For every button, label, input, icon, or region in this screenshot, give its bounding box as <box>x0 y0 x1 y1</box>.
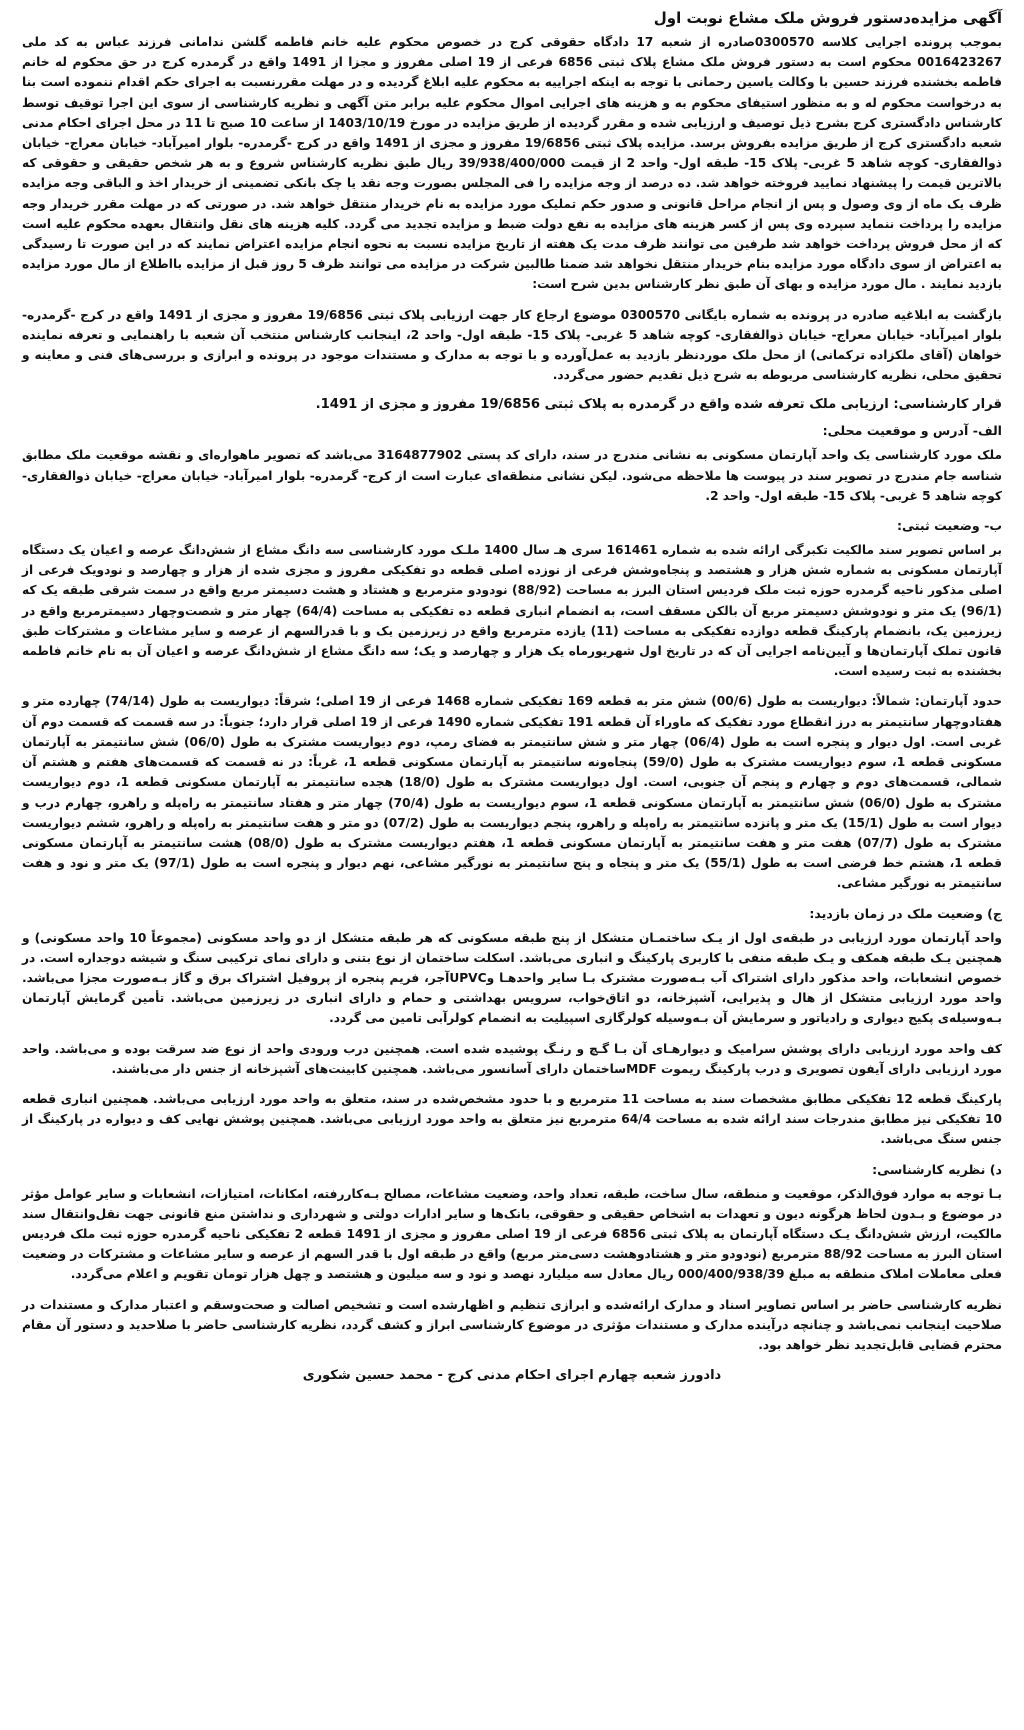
section-a-title: الف- آدرس و موقعیت محلی: <box>822 423 1002 439</box>
section-b-title: ب- وضعیت ثبتی: <box>896 518 1002 534</box>
section-c-text-2: کف واحد مورد ارزیابی دارای پوشش سرامیک و دیوارهـای آن بـا گـچ و رنـگ پوشیده شده است. همچنین درب ورودی واحد از نوع ضد سرقت بوده و می‌باشد. واحد مورد ارزیابی دارای آیفون تصویری و درب پارکینگ ریموت MDFساختمان دارای آسانسور می‌باشد. همچنین کابینت‌های آشپزخانه از جنس دار می‌باشند. <box>22 1041 1002 1076</box>
section-c-text-3: پارکینگ قطعه 12 تفکیکی مطابق مشخصات سند به مساحت 11 مترمربع و با حدود مشخص‌شده در سند، متعلق به واحد مورد ارزیابی می‌باشد. همچنین انباری قطعه 10 تفکیکی نیز مطابق مندرجات سند ارائه شده به مساحت 64/4 مترمربع نیز متعلق به واحد مورد ارزیابی می‌باشد. همچنین پوشش نهایی کف و دیواره در پارکینگ از جنس سنگ می‌باشد. <box>22 1091 1003 1147</box>
section-d-title: د) نظریه کارشناسی: <box>872 1161 1002 1177</box>
section-b-text: بر اساس تصویر سند مالکیت تکبرگی ارائه شده به شماره 161461 سری هـ سال 1400 ملـک مورد کارشناسی سه دانگ مشاع از شش‌دانگ عرصه و اعیان یک دستگاه آپارتمان مسکونی به شماره شش هزار و هشتصد و پنجاه‌وشش فرعی از نوزده اصلی قطعه دو تفکیکی مفروز و مجزی شده از هزار و چهارصد و نودویک فرعی از اصلی مذکور ناحیه گرمدره حوزه ثبت ملک فردیس استان البرز به مساحت (88/92) نودودو مترمربع و هشتاد و هشت دسیمتر مربع واقع در سمت شرقی طبقه یک که (96/1) یک متر و نودوشش دسیمتر مربع آن بالکن مسقف است، به انضمام انباری قطعه ده تفکیکی به مساحت (64/4) چهار متر و شصت‌وچهار دسیمترمربع واقع در زیرزمین یک، بانضمام پارکینگ قطعه دوازده تفکیکی به مساحت (11) یازده مترمربع واقع در زیرزمین یک و با قدرالسهم از عرصه و سایر مشاعات و مشترکات طبق قانون تملک آپارتمان‌ها و آیین‌نامه اجرایی آن که در تاریخ اول شهریورماه یک هزار و چهارصد و یک؛ سه دانگ مشاع از شش‌دانگ عرصه و اعیان آن به نام خانم فاطمه بخشنده به ثبت رسیده است. <box>22 543 1003 679</box>
signature: دادورز شعبه چهارم اجرای احکام مدنی کرج - محمد حسین شکوری <box>302 1368 722 1384</box>
section-c-title: ج) وضعیت ملک در زمان بازدید: <box>809 905 1002 921</box>
section-a-text: ملک مورد کارشناسی یک واحد آپارتمان مسکونی به نشانی مندرج در سند، دارای کد پستی 3164877902 می‌باشد که تصویر ماهواره‌ای و نقشه موقعیت ملک مطابق شناسه جام مندرج در تصویر سند در پیوست ها ملاحظه می‌شود. لیکن نشانی منطقه‌ای عبارت است از کرج- گرمدره- بلوار امیرآباد- خیابان معراج- خیابان ذوالفقاری- کوچه شاهد 5 غربی- پلاک 15- طبقه اول- واحد 2. <box>22 448 1002 503</box>
notice-intro: بموجب پرونده اجرایی کلاسه 0300570صادره از شعبه 17 دادگاه حقوقی کرج در خصوص محکوم علیه خانم فاطمه گلشن ندامانی فرزند عباس به کد ملی 0016423267 محکوم است به دستور فروش ملک مشاع پلاک ثبتی 6856 فرعی از 19 اصلی مفروز و مجزا از 1491 واقع در گرمدره کرج در حق محکوم له خانم فاطمه بخشنده فرزند حسین با وکالت یاسین رحمانی با توجه به اینکه اجراییه به محکوم علیه ابلاغ گردیده و در مهلت مقررنسبت به اجرای حکم اقدام ننموده است بنا به درخواست محکوم له و به منظور استیفای محکوم به و هزینه های اجرایی اموال محکوم علیه برابر متن آگهی و نظریه کارشناسی از سوی این اجرا توقیف توسط کارشناس دادگستری کرج بشرح ذیل توصیف و ارزیابی شده و مقرر گردیده از طریق مزایده در مورخ 1403/10/19 از ساعت 10 صبح تا 11 در محل اجرای احکام مدنی شعبه دادگستری کرج از طریق مزایده بفروش برسد. مزایده پلاک ثبتی 19/6856 مفروز و مجزی از 1491 واقع در کرج -گرمدره- بلوار امیرآباد- خیابان معراج- خیابان ذوالفقاری- کوچه شاهد 5 غربی- پلاک 15- طبقه اول- واحد 2 از قیمت 39/938/400/000 ریال طبق نظریه کارشناس شروع و به هر شخص حقیقی و حقوقی که بالاترین قیمت را پیشنهاد نمایید فروخته خواهد شد. ده درصد از وجه مزایده را فی المجلس بصورت وجه نقد یا چک بانکی تضمینی از خریدار اخذ و الباقی وجه مزایده ظرف یک ماه از وی وصول و پس از انجام مراحل قانونی و صدور حکم تملیک مورد مزایده به نام خریدار منتقل خواهد شد. در صورتی که در مهلت مقرر خریدار وجه مزایده را پرداخت ننماید سپرده وی پس از کسر هزینه های مزایده به نفع دولت ضبط و مزایده تجدید می گردد. کلیه هزینه های نقل وانتقال بعهده محکوم علیه است که از محل فروش پرداخت خواهد شد طرفین می توانند ظرف مدت یک هفته از تاریخ مزایده نسبت به نحوه انجام مزایده اعتراض نمایند که در این صورت تا رسیدگی به اعتراض از سوی دادگاه مورد مزایده بنام خریدار منتقل نخواهد شد ضمنا طالبین شرکت در مزایده می توانند ظرف 5 روز قبل از مزایده بااطلاع از مال مورد مزایده بازدید نمایند . مال مورد مزایده و بهای آن طبق نظر کارشناس بدین شرح است: <box>22 35 1003 292</box>
closing-text: نظریه کارشناسی حاضر بر اساس تصاویر اسناد و مدارک ارائه‌شده و ابرازی تنظیم و اظهارشده است و تشخیص اصالت و صحت‌وسقم و اعتبار مدارک و مستندات در صلاحیت اینجانب نمی‌باشد و چنانچه درآینده مدارک و مستندات مؤثری در موضوع کارشناسی ابراز و کشف گردد، نظریه کارشناسی حاضر با صلاحدید و دستور آن مقام محترم قضایی قابل‌تجدید نظر خواهد بود. <box>22 1297 1002 1352</box>
section-d-text: بـا توجه به موارد فوق‌الذکر، موقعیت و منطقه، سال ساخت، طبقه، تعداد واحد، وضعیت مشاعات، مصالح بـه‌کاررفته، امکانات، امتیازات، انشعابات و سایر عوامل مؤثر در موضوع و بـدون لحاظ هرگونه دیون و تعهدات به اشخاص حقیقی و حقوقی، بانک‌ها و سایر ادارات دولتی و شهرداری و نداشتن منع قانونی جهت نقل‌وانتقال سند مالکیت، ارزش شش‌دانگ یـک دستگاه آپارتمان به پلاک ثبتی 6856 فرعی از 19 اصلی مفروز و مجزی از 1491 قطعه 2 تفکیکی ناحیه گرمدره حوزه ثبت ملک فردیس استان البرز به مساحت 88/92 مترمربع (نودودو متر و هشتادوهشت دسی‌متر مربع) واقع در طبقه اول با قدر السهم از عرصه و سایر مشاعات و مشترکات در وضعیت فعلی معاملات املاک منطقه به مبلغ 000/400/938/39 ریال معادل سه میلیارد نهصد و نود و سه میلیون و هشتصد و چهل هزار تومان تقویم و اعلام می‌گردد. <box>22 1186 1003 1282</box>
section-b-bounds: حدود آپارتمان: شمالاً: دیواریست به طول (00/6) شش متر به قطعه 169 تفکیکی شماره 1468 فرعی از 19 اصلی؛ شرقاً: دیواریست به طول (74/14) چهارده متر و هفتادوچهار سانتیمتر به درز انقطاع مورد تفکیک که ماوراء آن قطعه 191 تفکیکی شماره 1490 فرعی از 19 اصلی قرار دارد؛ جنوباً: در سه قسمت که قسمت دوم آن غربی است. اول دیوار و پنجره است به طول (06/4) چهار متر و شش سانتیمتر به فضای رمپ، دوم دیواریست مشترک به طول (06/0) شش سانتیمتر به آپارتمان مسکونی قطعه 1، سوم دیواریست مشترک به طول (59/0) پنجاه‌ونه سانتیمتر به آپارتمان مسکونی قطعه 1، غرباً: در نه قسمت که قسمت‌های هفتم و هشتم آن شمالی، قسمت‌های دوم و چهارم و پنجم آن جنوبی، است. اول دیواریست مشترک به طول (18/0) هجده سانتیمتر به آپارتمان مسکونی قطعه 1، دوم دیواریست مشترک به طول (06/0) شش سانتیمتر به آپارتمان مسکونی قطعه 1، سوم دیواریست به طول (70/4) چهار متر و هفتاد سانتیمتر به راه‌پله و راهرو، چهارم درب و دیوار است به طول (15/1) یک متر و پانزده سانتیمتر به راه‌پله و راهرو، پنجم دیواریست به طول (07/2) دو متر و هفت سانتیمتر به راه‌پله و راهرو، ششم دیواریست مشترک به طول (07/7) هفت متر و هفت سانتیمتر به آپارتمان مسکونی قطعه 1، هفتم دیواریست مشترک به طول (08/0) هشت سانتیمتر به آپارتمان مسکونی قطعه 1، هشتم خط فرضی است به طول (55/1) یک متر و پنجاه و پنج سانتیمتر به نورگیر مشاعی، نهم دیوار و پنجره است به طول (97/1) یک متر و نود و هفت سانتیمتر به نورگیر مشاعی. <box>22 694 1003 891</box>
expert-decision: قرار کارشناسی: ارزیابی ملک تعرفه شده واقع در گرمدره به پلاک ثبتی 19/6856 مفروز و مجزی از 1491. <box>315 397 1002 413</box>
expert-report-intro: بازگشت به ابلاغیه صادره در پرونده به شماره بایگانی 0300570 موضوع ارجاع کار جهت ارزیابی پلاک ثبتی 19/6856 مفروز و مجزی از 1491 واقع در کرج -گرمدره- بلوار امیرآباد- خیابان معراج- خیابان ذوالفقاری- کوچه شاهد 5 غربی- پلاک 15- طبقه اول- واحد 2، اینجانب کارشناس منتخب آن شعبه با راهنمایی و تعرفه نماینده خواهان (آقای ملکزاده ترکمانی) از محل ملک موردنظر بازدید به عمل‌آورده و با توجه به مدارک و مستندات موجود در پرونده و ابرازی و بررسی‌های فنی و معاینه و تحقیق محلی، نظریه کارشناسی مربوطه به شرح ذیل تقدیم حضور می‌گردد. <box>22 307 1002 383</box>
section-c-text-1: واحد آپارتمان مورد ارزیابی در طبقه‌ی اول از یـک ساختمـان متشکل از پنج طبقه مسکونی که هر طبقه متشکل از دو واحد مسکونی (مجموعاً 10 واحد مسکونی) و همچنین یـک طبقه همکف و یـک طبقه منفی با کاربری پارکینگ و انباری می‌باشد. اسکلت ساختمان از نوع بتنی و دارای نمای ترکیبی سنگ و شیشه دوجداره است. در خصوص انشعابات، واحد مذکور دارای اشتراک آب بـه‌صورت مشترک بـا سایر واحدهـا وUPVCآجر، فریم پنجره از پروفیل اشتراک برق و گاز بـه‌صورت مجزا می‌باشد. واحد مورد ارزیابی متشکل از هال و پذیرایی، آشپزخانه، دو اتاق‌خواب، سرویس بهداشتی و حمام و دارای انباری در زیرزمین می‌باشد. تأمین گرمایش آپارتمان بـه‌وسیله‌ی پکیج دیواری و رادیاتور و سرمایش آن بـه‌وسیله کولرگازی اسپیلیت به انضمام کولرآبی تامین می گردد. <box>22 930 1002 1026</box>
notice-title: آگهی مزایده‌دستور فروش ملک مشاع نوبت اول <box>653 9 1002 27</box>
